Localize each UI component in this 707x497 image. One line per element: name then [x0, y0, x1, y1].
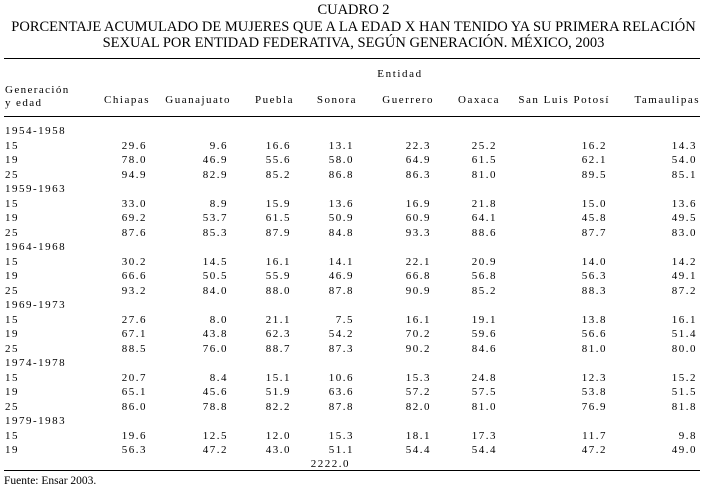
table-cell: 83.0	[671, 226, 697, 239]
table-cell: 14.2	[671, 255, 697, 268]
table-cell: 67.1	[121, 328, 147, 340]
table-cell: 47.2	[202, 444, 228, 456]
table-cell: 81.0	[581, 342, 607, 355]
column-header: Guerrero	[382, 94, 434, 106]
table-title	[0, 2, 707, 52]
table-cell: 8.9	[209, 197, 228, 210]
table-cell: 94.9	[121, 168, 147, 181]
extra-value: 2222.0	[310, 458, 350, 470]
table-cell: 10.6	[328, 371, 354, 384]
table-cell: 80.0	[671, 342, 697, 355]
table-body	[5, 125, 697, 459]
table-cell: 81.0	[471, 168, 497, 181]
table-cell: 13.6	[671, 197, 697, 210]
table-cell: 56.6	[581, 328, 607, 340]
generation-label: 1974-1978	[5, 357, 67, 369]
table-cell: 90.2	[405, 342, 431, 355]
table-cell: 81.8	[671, 400, 697, 413]
table-cell: 88.7	[265, 342, 291, 355]
age-label: 15	[5, 139, 19, 152]
table-cell: 82.2	[265, 400, 291, 413]
table-cell: 84.0	[202, 284, 228, 297]
table-cell: 15.2	[671, 371, 697, 384]
age-label: 25	[5, 284, 19, 297]
table-cell: 87.6	[121, 226, 147, 239]
table-cell: 7.5	[335, 313, 354, 326]
table-cell: 50.5	[202, 270, 228, 282]
table-cell: 24.8	[471, 371, 497, 384]
column-header: Puebla	[255, 94, 294, 106]
generation-label: 1979-1983	[5, 415, 67, 427]
table-row	[5, 154, 697, 169]
table-cell: 8.0	[209, 313, 228, 326]
table-cell: 8.4	[209, 371, 228, 384]
age-label: 25	[5, 168, 19, 181]
table-cell: 9.6	[209, 139, 228, 152]
generation-row	[5, 183, 697, 198]
table-cell: 85.3	[202, 226, 228, 239]
row-header-line-2: y edad	[5, 97, 43, 109]
top-rule	[4, 58, 700, 59]
table-cell: 51.1	[328, 444, 354, 456]
table-cell: 78.0	[121, 154, 147, 166]
table-cell: 61.5	[265, 212, 291, 224]
table-cell: 87.7	[581, 226, 607, 239]
table-row	[5, 401, 697, 416]
table-cell: 43.8	[202, 328, 228, 340]
table-row	[5, 386, 697, 401]
table-cell: 86.8	[328, 168, 354, 181]
table-cell: 88.3	[581, 284, 607, 297]
age-label: 25	[5, 342, 19, 355]
table-cell: 60.9	[405, 212, 431, 224]
table-cell: 59.6	[471, 328, 497, 340]
table-cell: 86.3	[405, 168, 431, 181]
table-cell: 9.8	[678, 429, 697, 442]
table-cell: 62.1	[581, 154, 607, 166]
table-cell: 15.3	[405, 371, 431, 384]
table-cell: 57.2	[405, 386, 431, 398]
table-cell: 46.9	[202, 154, 228, 166]
table-row	[5, 212, 697, 227]
table-cell: 27.6	[121, 313, 147, 326]
generation-row	[5, 125, 697, 140]
age-label: 19	[5, 444, 19, 456]
table-cell: 64.1	[471, 212, 497, 224]
generation-label: 1959-1963	[5, 183, 67, 195]
table-cell: 45.6	[202, 386, 228, 398]
generation-label: 1969-1973	[5, 299, 67, 311]
table-cell: 63.6	[328, 386, 354, 398]
table-cell: 87.2	[671, 284, 697, 297]
table-cell: 49.0	[671, 444, 697, 456]
table-cell: 69.2	[121, 212, 147, 224]
table-cell: 16.1	[671, 313, 697, 326]
table-cell: 54.4	[405, 444, 431, 456]
table-cell: 30.2	[121, 255, 147, 268]
table-cell: 19.6	[121, 429, 147, 442]
table-cell: 56.3	[581, 270, 607, 282]
table-cell: 45.8	[581, 212, 607, 224]
table-cell: 54.4	[471, 444, 497, 456]
table-cell: 87.3	[328, 342, 354, 355]
table-cell: 29.6	[121, 139, 147, 152]
table-cell: 87.9	[265, 226, 291, 239]
generation-row	[5, 241, 697, 256]
table-cell: 14.5	[202, 255, 228, 268]
age-label: 19	[5, 154, 19, 166]
table-cell: 62.3	[265, 328, 291, 340]
column-header: Sonora	[316, 94, 357, 106]
table-cell: 84.8	[328, 226, 354, 239]
table-cell: 85.1	[671, 168, 697, 181]
table-cell: 13.8	[581, 313, 607, 326]
age-label: 15	[5, 255, 19, 268]
table-cell: 22.3	[405, 139, 431, 152]
generation-label: 1954-1958	[5, 125, 67, 137]
age-label: 19	[5, 270, 19, 282]
table-cell: 15.1	[265, 371, 291, 384]
table-cell: 13.6	[328, 197, 354, 210]
group-header-entidad: Entidad	[377, 68, 423, 80]
table-cell: 12.0	[265, 429, 291, 442]
table-cell: 89.5	[581, 168, 607, 181]
table-cell: 21.1	[265, 313, 291, 326]
table-cell: 46.9	[328, 270, 354, 282]
table-row	[5, 444, 697, 459]
table-row	[5, 328, 697, 343]
table-cell: 11.7	[582, 429, 607, 442]
table-cell: 88.6	[471, 226, 497, 239]
age-label: 19	[5, 212, 19, 224]
table-cell: 82.9	[202, 168, 228, 181]
table-row	[5, 256, 697, 271]
table-cell: 16.1	[265, 255, 291, 268]
table-cell: 70.2	[405, 328, 431, 340]
table-cell: 13.1	[328, 139, 354, 152]
table-cell: 18.1	[405, 429, 431, 442]
bottom-rule	[4, 470, 700, 471]
table-cell: 54.2	[328, 328, 354, 340]
table-cell: 49.5	[671, 212, 697, 224]
table-row	[5, 430, 697, 445]
table-row	[5, 169, 697, 184]
table-cell: 88.0	[265, 284, 291, 297]
table-cell: 16.9	[405, 197, 431, 210]
table-cell: 66.6	[121, 270, 147, 282]
age-label: 15	[5, 371, 19, 384]
table-cell: 86.0	[121, 400, 147, 413]
table-cell: 87.8	[328, 284, 354, 297]
age-label: 19	[5, 328, 19, 340]
row-header-label	[5, 84, 70, 110]
table-row	[5, 285, 697, 300]
table-cell: 14.0	[581, 255, 607, 268]
table-cell: 12.3	[581, 371, 607, 384]
table-row	[5, 372, 697, 387]
table-row	[5, 198, 697, 213]
table-cell: 90.9	[405, 284, 431, 297]
table-cell: 66.8	[405, 270, 431, 282]
table-cell: 20.9	[471, 255, 497, 268]
table-cell: 56.3	[121, 444, 147, 456]
table-cell: 53.8	[581, 386, 607, 398]
table-caption-line-2: SEXUAL POR ENTIDAD FEDERATIVA, SEGÚN GENERACIÓN. MÉXICO, 2003	[102, 35, 605, 51]
column-header: San Luis Potosí	[518, 94, 610, 106]
table-cell: 53.7	[202, 212, 228, 224]
table-cell: 87.8	[328, 400, 354, 413]
table-cell: 50.9	[328, 212, 354, 224]
generation-label: 1964-1968	[5, 241, 67, 253]
table-cell: 43.0	[265, 444, 291, 456]
table-cell: 78.8	[202, 400, 228, 413]
column-header: Oaxaca	[458, 94, 500, 106]
generation-row	[5, 415, 697, 430]
source-note: Fuente: Ensar 2003.	[4, 475, 97, 487]
table-cell: 93.3	[405, 226, 431, 239]
table-cell: 20.7	[121, 371, 147, 384]
table-cell: 51.9	[265, 386, 291, 398]
table-cell: 51.4	[671, 328, 697, 340]
table-cell: 12.5	[202, 429, 228, 442]
table-cell: 33.0	[121, 197, 147, 210]
table-cell: 16.2	[581, 139, 607, 152]
table-cell: 15.9	[265, 197, 291, 210]
age-label: 15	[5, 429, 19, 442]
table-cell: 64.9	[405, 154, 431, 166]
table-row	[5, 314, 697, 329]
table-cell: 88.5	[121, 342, 147, 355]
table-cell: 55.6	[265, 154, 291, 166]
column-header: Guanajuato	[165, 94, 231, 106]
table-cell: 19.1	[471, 313, 497, 326]
table-row	[5, 227, 697, 242]
age-label: 25	[5, 400, 19, 413]
table-cell: 14.3	[671, 139, 697, 152]
table-cell: 76.0	[202, 342, 228, 355]
table-cell: 15.3	[328, 429, 354, 442]
table-cell: 57.5	[471, 386, 497, 398]
age-label: 19	[5, 386, 19, 398]
table-cell: 17.3	[471, 429, 497, 442]
table-number: CUADRO 2	[317, 2, 390, 18]
generation-row	[5, 299, 697, 314]
table-cell: 61.5	[471, 154, 497, 166]
table-cell: 81.0	[471, 400, 497, 413]
table-cell: 49.1	[671, 270, 697, 282]
table-cell: 47.2	[581, 444, 607, 456]
header-rule	[4, 116, 700, 117]
row-header-line-1: Generación	[5, 84, 70, 96]
table-cell: 16.1	[405, 313, 431, 326]
generation-row	[5, 357, 697, 372]
table-cell: 85.2	[265, 168, 291, 181]
table-cell: 51.5	[671, 386, 697, 398]
table-cell: 82.0	[405, 400, 431, 413]
table-row	[5, 140, 697, 155]
table-cell: 85.2	[471, 284, 497, 297]
table-cell: 55.9	[265, 270, 291, 282]
table-cell: 65.1	[121, 386, 147, 398]
table-cell: 15.0	[581, 197, 607, 210]
table-cell: 25.2	[471, 139, 497, 152]
table-cell: 54.0	[671, 154, 697, 166]
table-cell: 22.1	[405, 255, 431, 268]
table-cell: 93.2	[121, 284, 147, 297]
table-row	[5, 270, 697, 285]
table-cell: 58.0	[328, 154, 354, 166]
age-label: 15	[5, 313, 19, 326]
table-row	[5, 343, 697, 358]
table-cell: 16.6	[265, 139, 291, 152]
table-caption-line-1: PORCENTAJE ACUMULADO DE MUJERES QUE A LA EDAD X HAN TENIDO YA SU PRIMERA RELACIÓN	[11, 18, 696, 35]
age-label: 25	[5, 226, 19, 239]
table-cell: 21.8	[471, 197, 497, 210]
table-cell: 76.9	[581, 400, 607, 413]
table-cell: 56.8	[471, 270, 497, 282]
age-label: 15	[5, 197, 19, 210]
table-cell: 14.1	[328, 255, 354, 268]
column-header: Chiapas	[104, 94, 150, 106]
column-header: Tamaulipas	[634, 94, 700, 106]
table-cell: 84.6	[471, 342, 497, 355]
